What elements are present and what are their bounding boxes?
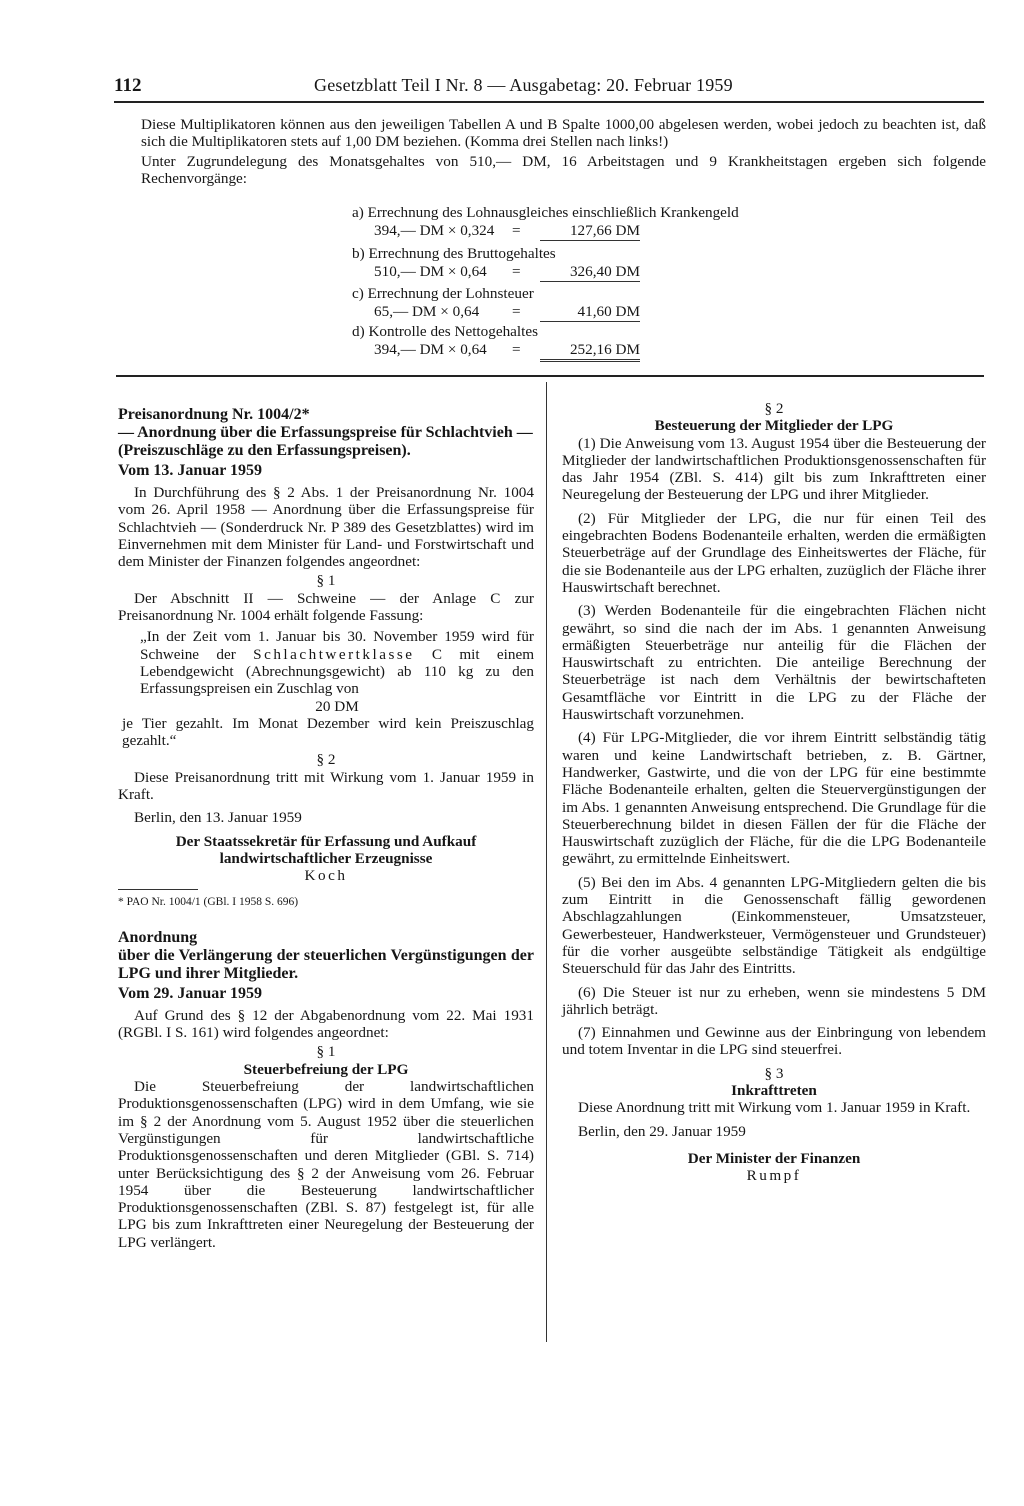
top-section xyxy=(141,116,986,190)
calc-equals: = xyxy=(512,303,521,320)
calc-formula: 510,— DM × 0,64 xyxy=(374,263,487,280)
header-rule xyxy=(114,101,984,103)
calc-title: a) Errechnung des Lohnausgleiches einschließlich Krankengeld xyxy=(352,204,739,221)
ordinance-title: Preisanordnung Nr. 1004/2* xyxy=(118,406,310,423)
calc-d xyxy=(352,323,812,359)
paragraph-7: (7) Einnahmen und Gewinne aus der Einbringung von lebendem und totem Inventar in die LPG sind steuerfrei. xyxy=(562,1024,986,1059)
calc-c xyxy=(352,285,812,321)
signatory-title: Der Staatssekretär für Erfassung und Aufkauf xyxy=(175,832,477,850)
calc-equals: = xyxy=(512,341,521,358)
footnote: * PAO Nr. 1004/1 (GBl. I 1958 S. 696) xyxy=(118,895,299,908)
ordinance-subtitle: — Anordnung über die Erfassungspreise für Schlachtvieh — xyxy=(118,424,533,441)
section-2-heading: § 2 xyxy=(316,751,336,769)
section-2b-title: Besteuerung der Mitglieder der LPG xyxy=(654,417,894,435)
section-3-heading: § 3 xyxy=(764,1064,784,1082)
calc-b xyxy=(352,245,812,281)
minister-title: Der Minister der Finanzen xyxy=(687,1149,861,1167)
calc-formula: 394,— DM × 0,64 xyxy=(374,341,487,358)
page-number: 112 xyxy=(114,75,142,96)
calc-result: 127,66 DM xyxy=(540,222,640,241)
section-1b-text: Die Steuerbefreiung der landwirtschaftlichen Produktionsgenossenschaften (LPG) wird in dem Umfang, wie sie im § 2 der Anordnung vom 5. August 1952 über die steuerlichen Vergünstigungen für landwirtschaftliche Produktionsgenossenschaften und deren Mitglieder (GBl. S. 714) unter Berücksichtigung des § 2 der Anweisung vom 26. Februar 1954 über die Besteuerung landwirtschaftlicher Produktionsgenossenschaften (ZBl. S. 87) festgelegt ist, für alle LPG bis zum Inkrafttreten einer Neuregelung der Besteuerung der LPG verlängert. xyxy=(118,1078,534,1251)
ordinance-2-subtitle: über die Verlängerung der steuerlichen Vergünstigungen der LPG und ihrer Mitglieder. xyxy=(118,946,534,982)
section-3-text: Diese Anordnung tritt mit Wirkung vom 1. Januar 1959 in Kraft. xyxy=(578,1099,971,1117)
left-column xyxy=(118,406,534,1251)
ordinance-intro: In Durchführung des § 2 Abs. 1 der Preisanordnung Nr. 1004 vom 26. April 1958 — Anordnung über die Erfassungspreise für Schlachtvieh — (Sonderdruck Nr. P 389 des Gesetzblattes) wird im Einvernehmen mit dem Minister für Land- und Forstwirtschaft und dem Minister der Finanzen folgendes angeordnet: xyxy=(118,484,534,571)
right-column xyxy=(562,400,986,1184)
ordinance-subtitle-2: (Preiszuschläge zu den Erfassungspreisen). xyxy=(118,442,411,459)
section-1b-title: Steuerbefreiung der LPG xyxy=(243,1060,409,1078)
section-1-text: Der Abschnitt II — Schweine — der Anlage C zur Preisanordnung Nr. 1004 erhält folgende Fassung: xyxy=(118,589,534,625)
paragraph-3: (3) Werden Bodenanteile für die eingebrachten Flächen nicht gewährt, so sind die nach der im Abs. 1 genannten Anweisung ermäßigten Steuerbeträge nur anteilig für die Flächen der Hauswirtschaft zu entrichten. Die anteilige Berechnung der Steuerbeträge ist nach dem Verhältnis der bewirtschafteten Gesamtfläche vor Eintritt in die LPG zu der Fläche der Hauswirtschaft vorzunehmen. xyxy=(562,602,986,724)
quote-amount: 20 DM xyxy=(315,697,359,715)
paragraph-2: (2) Für Mitglieder der LPG, die nur für einen Teil des eingebrachten Bodens Bodenanteile erhalten, werden die ermäßigten Steuerbeträge auf der Grundlage des Einheitswertes der Fläche, für die sie Bodenanteile aus der LPG erhalten, zuzüglich der Fläche ihrer Hauswirtschaft berechnet. xyxy=(562,509,986,596)
ordinance-2-intro: Auf Grund des § 12 der Abgabenordnung vom 22. Mai 1931 (RGBl. I S. 161) wird folgendes angeordnet: xyxy=(118,1006,534,1042)
quote-block xyxy=(118,628,534,714)
signatory-title-2: landwirtschaftlicher Erzeugnisse xyxy=(219,849,433,867)
calc-formula-row xyxy=(352,263,812,281)
calc-result: 41,60 DM xyxy=(540,303,640,322)
place-date: Berlin, den 13. Januar 1959 xyxy=(134,809,302,827)
section-2b-heading: § 2 xyxy=(764,400,784,417)
calc-equals: = xyxy=(512,222,521,239)
paragraph-1: (1) Die Anweisung vom 13. August 1954 über die Besteuerung der Mitglieder der landwirtschaftlichen Produktionsgenossenschaften für das Jahr 1954 (ZBl. S. 414) gilt bis zum Inkrafttreten einer Neuregelung der Besteuerung der LPG und ihrer Mitglieder. xyxy=(562,434,986,504)
place-date-2: Berlin, den 29. Januar 1959 xyxy=(578,1122,746,1140)
footnote-rule xyxy=(118,889,198,890)
calc-title: b) Errechnung des Bruttogehaltes xyxy=(352,245,556,262)
ordinance-2-date: Vom 29. Januar 1959 xyxy=(118,984,263,1002)
paragraph-5: (5) Bei den im Abs. 4 genannten LPG-Mitgliedern gelten die bis zum Eintritt in die Genossenschaft fällig gewordenen Abschlagzahlungen (Einkommensteuer, Umsatzsteuer, Gewerbesteuer, Handwerksteuer, Vermögensteuer und Grundsteuer) für die vorher ausgeübte selbständige Tätigkeit als endgültige Steuerschuld für das Jahr des Eintritts. xyxy=(562,873,986,978)
section-rule xyxy=(116,375,984,377)
calc-title: c) Errechnung der Lohnsteuer xyxy=(352,285,534,302)
calc-formula: 394,— DM × 0,324 xyxy=(374,222,495,239)
ordinance-date: Vom 13. Januar 1959 xyxy=(118,462,263,479)
minister-name: Rumpf xyxy=(746,1167,802,1185)
top-paragraph-1: Diese Multiplikatoren können aus den jeweiligen Tabellen A und B Spalte 1000,00 abgelesen werden, wobei jedoch zu beachten ist, daß sich die Multiplikatoren stets auf 1,00 DM beziehen. (Komma drei Stellen nach links!) xyxy=(141,116,986,151)
section-1-heading: § 1 xyxy=(316,572,336,590)
calc-title: d) Kontrolle des Nettogehaltes xyxy=(352,323,538,340)
ordinance-2-title: Anordnung xyxy=(118,928,198,946)
calc-formula-row xyxy=(352,341,812,359)
paragraph-6: (6) Die Steuer ist nur zu erheben, wenn sie mindestens 5 DM jährlich beträgt. xyxy=(562,983,986,1018)
section-2-text: Diese Preisanordnung tritt mit Wirkung vom 1. Januar 1959 in Kraft. xyxy=(118,768,534,804)
column-separator xyxy=(546,382,547,1342)
calc-result: 326,40 DM xyxy=(540,263,640,282)
calc-a xyxy=(352,204,812,240)
calc-formula-row xyxy=(352,303,812,321)
spaced-term: Schlachtwertklasse xyxy=(253,645,415,663)
calc-equals: = xyxy=(512,263,521,280)
calc-formula-row xyxy=(352,222,812,240)
quote-text: „In der Zeit vom 1. Januar bis 30. November 1959 wird für Schweine der Schlachtwertklasse C mit einem Lebendgewicht (Abrechnungsgewicht) ab 110 kg zu den Erfassungspreisen ein Zuschlag von xyxy=(140,628,535,698)
section-1b-heading: § 1 xyxy=(316,1043,336,1061)
paragraph-4: (4) Für LPG-Mitglieder, die vor ihrem Eintritt selbständig tätig waren und keine Landwirtschaft betrieben, z. B. Gärtner, Handwerker, Gastwirte, und die von der LPG für eine bestimmte Fläche Bodenanteile erhalten, gelten die Steuervergünstigungen der im Abs. 1 genannten Anweisung entsprechend. Die Grundlage für die Steuerberechnung bildet in diesen Fällen der für die Fläche der Hauswirtschaft zuzüglich der Fläche, für die die LPG Bodenanteile gewährt, zu ermittelnde Einheitswert. xyxy=(562,729,986,868)
calc-formula: 65,— DM × 0,64 xyxy=(374,303,480,320)
signatory-name: Koch xyxy=(304,867,348,885)
running-title: Gesetzblatt Teil I Nr. 8 — Ausgabetag: 20. Februar 1959 xyxy=(314,75,733,95)
quote-end: je Tier gezahlt. Im Monat Dezember wird kein Preiszuschlag gezahlt.“ xyxy=(122,714,534,750)
section-3-title: Inkrafttreten xyxy=(731,1081,817,1099)
page-header xyxy=(114,75,984,99)
calc-result: 252,16 DM xyxy=(540,341,640,362)
top-paragraph-2: Unter Zugrundelegung des Monatsgehaltes von 510,— DM, 16 Arbeitstagen und 9 Krankheitstagen ergeben sich folgende Rechenvorgänge: xyxy=(141,152,986,188)
